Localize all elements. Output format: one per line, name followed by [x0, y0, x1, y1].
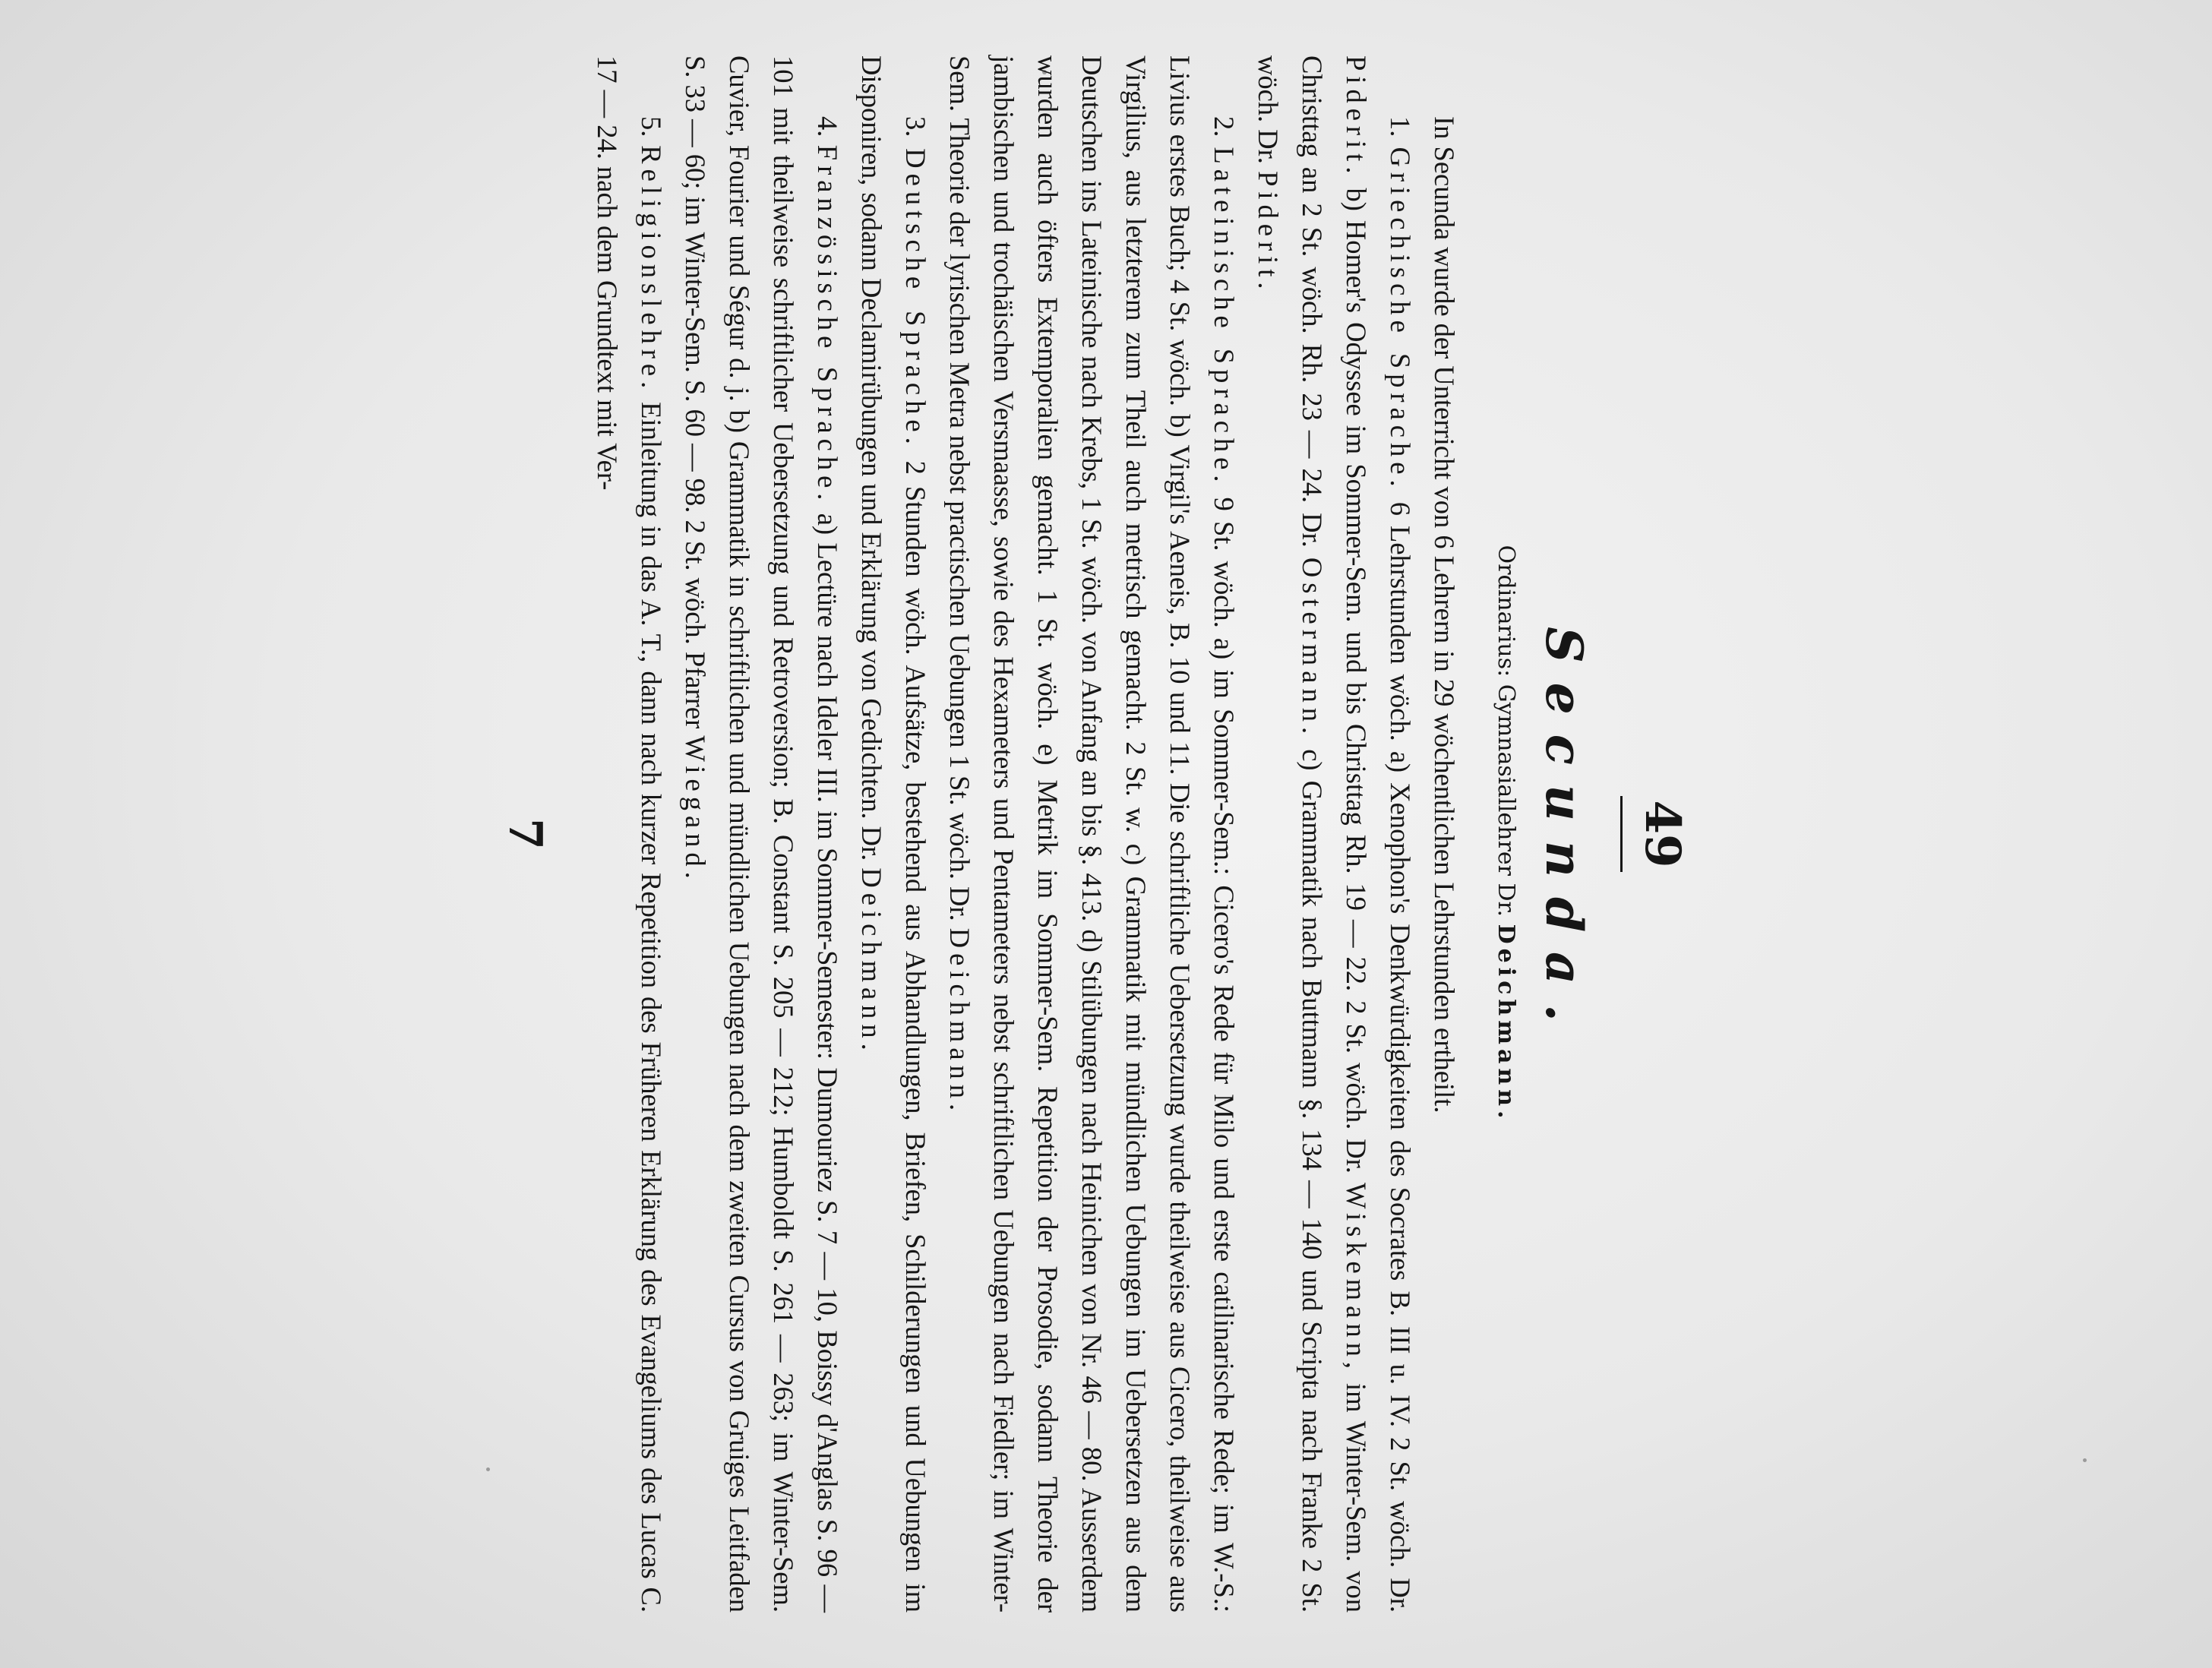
paragraph-text: im Winter-Sem. von Christtag an 2 St. wöch. Rh. 23 — 24. Dr. — [1297, 55, 1372, 1613]
subject-title: Griechische Sprache. — [1385, 147, 1416, 492]
item-number: 5. — [636, 116, 667, 137]
ordinarius-name: Deichmann. — [1493, 924, 1519, 1123]
ordinarius-line — [1493, 55, 1519, 1613]
teacher-name: Ostermann. — [1297, 557, 1328, 740]
teacher-name: Piderit. — [1253, 171, 1284, 295]
teacher-name: Wiskemann, — [1341, 1182, 1372, 1374]
item-number: 4. — [812, 116, 843, 137]
subject-title: Französische Sprache. — [812, 144, 843, 506]
subject-title: Lateinische Sprache. — [1209, 147, 1240, 488]
paragraph-religion — [585, 55, 673, 1613]
item-number: 2. — [1209, 116, 1240, 137]
teacher-name: Deichmann. — [944, 927, 975, 1117]
signature-mark: 7 — [498, 818, 551, 850]
paper-speck — [486, 1467, 490, 1471]
paper-speck — [2083, 1458, 2087, 1462]
intro-paragraph: In Secunda wurde der Unterricht von 6 Lehrern in 29 wöchentlichen Lehrstunden ertheilt. — [1429, 116, 1460, 1114]
paragraph-text: c) Grammatik nach Buttmann §. 134 — 140 und Scripta nach Franke 2 St. wöch. Dr. — [1253, 55, 1328, 1613]
teacher-name: Wiegand. — [680, 735, 711, 884]
teacher-name: Deichmann. — [856, 867, 887, 1056]
paragraph-latin — [937, 55, 1246, 1613]
page-number-rule — [1620, 796, 1623, 872]
paragraph-text: 2 Stunden wöch. Aufsätze, bestehend aus Abhandlungen, Briefen, Schilderungen und Uebungen im Disponiren, sodann Declamirübungen und Erklärung von Gedichten. Dr. — [856, 55, 931, 1613]
paragraph-text: 6 Lehrstunden wöch. a) Xenophon's Denkwürdigkeiten des Socrates B. III u. IV. 2 St. wöch. Dr. — [1385, 501, 1416, 1613]
ordinarius-label: Ordinarius: Gymnasiallehrer Dr. — [1493, 545, 1519, 918]
teacher-name: Piderit. — [1341, 55, 1372, 179]
rotated-page — [491, 55, 1721, 1613]
paragraph-text: b) Homer's Odyssee im Sommer-Sem. und bis Christtag Rh. 19 — 22. 2 St. wöch. Dr. — [1341, 188, 1372, 1174]
page-number: 49 — [1634, 800, 1691, 868]
paragraph-french — [673, 55, 849, 1613]
subject-title: Religionslehre. — [636, 145, 667, 394]
item-number: 3. — [900, 116, 931, 137]
paragraph-text: 9 St. wöch. a) im Sommer-Sem.: Cicero's Rede für Milo und erste catilinarische Rede; im W.-S.: Livius erstes Buch; 4 St. wöch. b) Virgil's Aeneis, B. 10 und 11. Die schriftliche Uebersetzung wurde theilweise aus Cicero, theilweise aus Virgilius, aus letzterem zum Theil auch metrisch gemacht. 2 St. w. c) Grammatik mit mündlichen Uebungen im Uebersetzen aus dem Deutschen ins Lateinische nach Krebs, 1 St. wöch. von Anfang an bis §. 413. d) Stilübungen nach Heinichen von Nr. 46 — 80. Ausserdem wurden auch öfters Extemporalien gemacht. 1 St. wöch. e) Metrik im Sommer-Sem. Repetition der Prosodie, sodann Theorie der jambischen und trochäischen Versmaasse, sowie des Hexameters und Pentameters nebst schriftlichen Uebungen nach Fiedler; im Winter-Sem. Theorie der lyrischen Metra nebst practischen Uebungen 1 St. wöch. Dr. — [944, 55, 1240, 1613]
section-heading: Secunda. — [1534, 627, 1594, 1041]
subject-title: Deutsche Sprache. — [900, 148, 931, 450]
paragraph-text: a) Lectüre nach Ideler III. im Sommer-Semester: Dumouriez S. 7 — 10, Boissy d'Anglas S. 96 — 101 mit theilweise schriftlicher Uebersetzung und Retroversion; B. Constant S. 205 — 212; Humboldt S. 261 — 263; im Winter-Sem. Cuvier, Fourier und Ségur d. j. b) Grammatik in schriftlichen und mündlichen Uebungen nach dem zweiten Cursus von Gruiges Leitfaden S. 33 — 60; im Winter-Sem. S. 60 — 98. 2 St. wöch. Pfarrer — [680, 55, 843, 1613]
paragraph-greek — [1246, 55, 1422, 1613]
item-number: 1. — [1385, 116, 1416, 137]
paragraph-german — [849, 55, 937, 1613]
document-body — [585, 55, 1466, 1613]
paragraph-text: Einleitung in das A. T., dann nach kurzer Repetition des Früheren Erklärung des Evangeliums des Lucas C. 17 — 24. nach dem Grundtext mit Ver- — [592, 55, 667, 1613]
